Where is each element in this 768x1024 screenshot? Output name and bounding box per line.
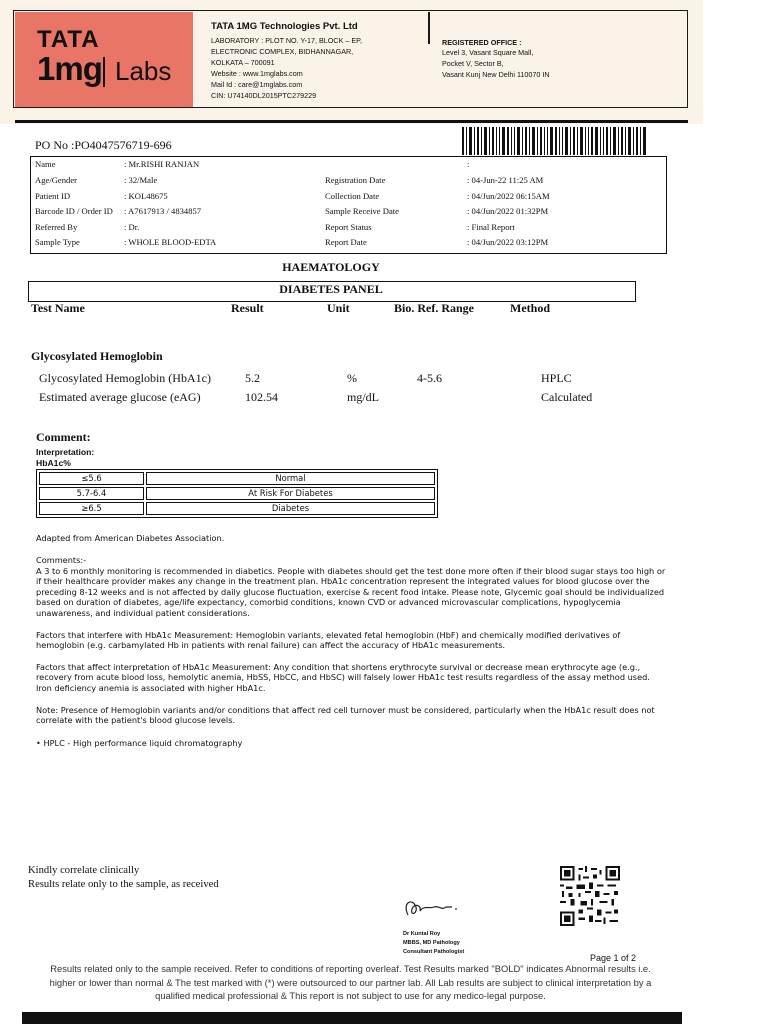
age-gender-label: Age/Gender: [35, 175, 77, 185]
patient-name-value: : Mr.RISHI RANJAN: [124, 159, 200, 169]
registration-date-label: Registration Date: [325, 175, 386, 185]
adapted-from: Adapted from American Diabetes Association.: [36, 533, 225, 543]
lab-website: Website : www.1mglabs.com: [211, 69, 303, 78]
logo-separator: [103, 57, 105, 87]
qr-code-image: [560, 866, 620, 926]
doctor-title: Consultant Pathologist: [403, 949, 465, 955]
patient-id-value: : KOL48675: [124, 191, 168, 201]
referred-by-value: : Dr.: [124, 222, 140, 232]
factors-affect-text: Any condition that shortens erythrocyte survival or decrease mean erythrocyte age (e.g., recovery from acute blood loss, hemolytic anemia, HbSS, HbCC, and HbSC) will falsely lower HbA1c test results regardless of the assay method used. Iron deficiency anemia is associated with higher HbA1c.: [36, 662, 650, 693]
bottom-bar: [22, 1012, 682, 1024]
patient-name-label: Name: [35, 159, 56, 169]
registered-office-line: Vasant Kunj New Delhi 110070 IN: [442, 70, 550, 79]
blank-value: :: [467, 159, 470, 169]
report-status-value: : Final Report: [467, 222, 515, 232]
table-row: [39, 502, 435, 515]
panel-title: DIABETES PANEL: [279, 282, 383, 296]
lab-email: Mail Id : care@1mglabs.com: [211, 80, 303, 89]
test-name: Glycosylated Hemoglobin (HbA1c): [39, 371, 211, 385]
logo-1mg: 1mg: [37, 50, 102, 87]
abbreviation-item: [36, 738, 666, 748]
logo-labs: Labs: [115, 56, 172, 86]
header-unit: Unit: [327, 301, 350, 315]
table-row: [39, 472, 435, 485]
lab-address-line: ELECTRONIC COMPLEX, BIDHANNAGAR,: [211, 47, 354, 56]
test-result: 5.2: [245, 371, 260, 385]
comments-text: A 3 to 6 monthly monitoring is recommended in diabetics. People with diabetes should get the test done more often if their blood sugar stays too high or if their healthcare provider makes any change in the treatment plan. HbA1c concentration represent the integrated values for blood glucose over the preceding 8-12 weeks and is not affected by daily glucose fluctuation, exercise & recent food intake. Please note, Glycemic goal should be individualized based on duration of diabetes, age/life expectancy, comorbid conditions, known CVD or advanced microvascular complications, hypoglycemia unawareness, and individual patient considerations.: [36, 566, 666, 618]
interp-meaning: Diabetes: [146, 502, 435, 515]
lab-cin: CIN: U74140DL2015PTC279229: [211, 91, 317, 100]
abbreviation-term: HPLC -: [43, 738, 71, 748]
header-method: Method: [510, 301, 550, 315]
bullet-icon: •: [36, 738, 44, 748]
table-row: [39, 487, 435, 500]
factors-interfere-paragraph: [36, 630, 666, 651]
header-rule: [15, 120, 688, 123]
doctor-degree: MBBS, MD Pathology: [403, 940, 460, 946]
test-result: 102.54: [245, 390, 278, 404]
interpretation-unit: HbA1c%: [36, 458, 71, 468]
report-date-value: : 04/Jun/2022 03:12PM: [467, 237, 549, 247]
test-method: HPLC: [541, 371, 572, 385]
test-unit: mg/dL: [347, 390, 379, 404]
patient-id-label: Patient ID: [35, 191, 71, 201]
sample-receive-date-label: Sample Receive Date: [325, 206, 399, 216]
interp-meaning: Normal: [146, 472, 435, 485]
factors-interfere-text: Hemoglobin variants, elevated fetal hemoglobin (HbF) and chemically modified derivatives of hemoglobin (e.g. carbamylated Hb in patients with renal failure) can affect the accuracy of HbA1c measurements.: [36, 630, 621, 651]
lab-address-line: LABORATORY : PLOT NO. Y-17, BLOCK – EP,: [211, 36, 363, 45]
correlate-note: Kindly correlate clinically: [28, 865, 140, 876]
header-test-name: Test Name: [31, 301, 85, 315]
factors-affect-label: Factors that affect interpretation of HbA1c Measurement:: [36, 662, 271, 672]
abbreviation-text: High performance liquid chromatography: [72, 738, 243, 748]
factors-interfere-label: Factors that interfere with HbA1c Measurement:: [36, 630, 234, 640]
note-text: Note: Presence of Hemoglobin variants and/or conditions that affect red cell turnover must be considered, particularly when the HbA1c result does not correlate with the patient's blood glucose levels.: [36, 705, 655, 726]
interp-range: ≤5.6: [39, 472, 144, 485]
registered-office-title: REGISTERED OFFICE :: [442, 38, 522, 47]
sample-type-label: Sample Type: [35, 237, 80, 247]
sample-receive-date-value: : 04/Jun/2022 01:32PM: [467, 206, 549, 216]
test-group-title: Glycosylated Hemoglobin: [31, 349, 163, 363]
report-date-label: Report Date: [325, 237, 367, 247]
comments-label: Comments:-: [36, 555, 87, 565]
test-method: Calculated: [541, 390, 593, 404]
registration-date-value: : 04-Jun-22 11:25 AM: [467, 175, 544, 185]
age-gender-value: : 32/Male: [124, 175, 158, 185]
interpretation-label: Interpretation:: [36, 447, 95, 457]
header-bio-ref-range: Bio. Ref. Range: [394, 301, 474, 315]
test-range: 4-5.6: [417, 371, 442, 385]
referred-by-label: Referred By: [35, 222, 78, 232]
header-result: Result: [231, 301, 264, 315]
interp-range: ≥6.5: [39, 502, 144, 515]
page-number: Page 1 of 2: [590, 953, 637, 963]
results-note: Results relate only to the sample, as received: [28, 879, 219, 890]
test-unit: %: [347, 371, 357, 385]
registered-office-line: Pocket V, Sector B,: [442, 59, 504, 68]
interp-range: 5.7-6.4: [39, 487, 144, 500]
interp-meaning: At Risk For Diabetes: [146, 487, 435, 500]
report-status-label: Report Status: [325, 222, 372, 232]
sample-type-value: : WHOLE BLOOD-EDTA: [124, 237, 217, 247]
section-title: HAEMATOLOGY: [282, 260, 380, 274]
disclaimer-text: Results related only to the sample received. Refer to conditions of reporting overleaf. Test Results marked "BOLD" indicates Abnormal results i.e. higher or lower than normal & The test marked with (*) were outsourced to our partner lab. All Lab results are subject to clinical interpretation by a qualified medical professional & This report is not subject to use for any medico-legal purpose.: [49, 963, 652, 1001]
interpretation-table: [36, 469, 438, 518]
collection-date-label: Collection Date: [325, 191, 380, 201]
lab-address-line: KOLKATA – 700091: [211, 58, 275, 67]
registered-office-line: Level 3, Vasant Square Mall,: [442, 48, 534, 57]
doctor-name: Dr Kuntal Roy: [403, 931, 441, 937]
factors-affect-paragraph: [36, 662, 666, 693]
po-number: PO No :PO4047576719-696: [35, 138, 172, 152]
test-name: Estimated average glucose (eAG): [39, 390, 201, 404]
barcode-order-label: Barcode ID / Order ID: [35, 206, 113, 216]
barcode-image: [462, 127, 647, 155]
barcode-order-value: : A7617913 / 4834857: [124, 206, 202, 216]
company-name: TATA 1MG Technologies Pvt. Ltd: [211, 21, 358, 32]
collection-date-value: : 04/Jun/2022 06:15AM: [467, 191, 550, 201]
header-divider: [428, 12, 430, 44]
comment-heading: Comment:: [36, 430, 91, 444]
doctor-signature-image: [400, 893, 460, 923]
logo-tata: TATA: [37, 26, 100, 53]
